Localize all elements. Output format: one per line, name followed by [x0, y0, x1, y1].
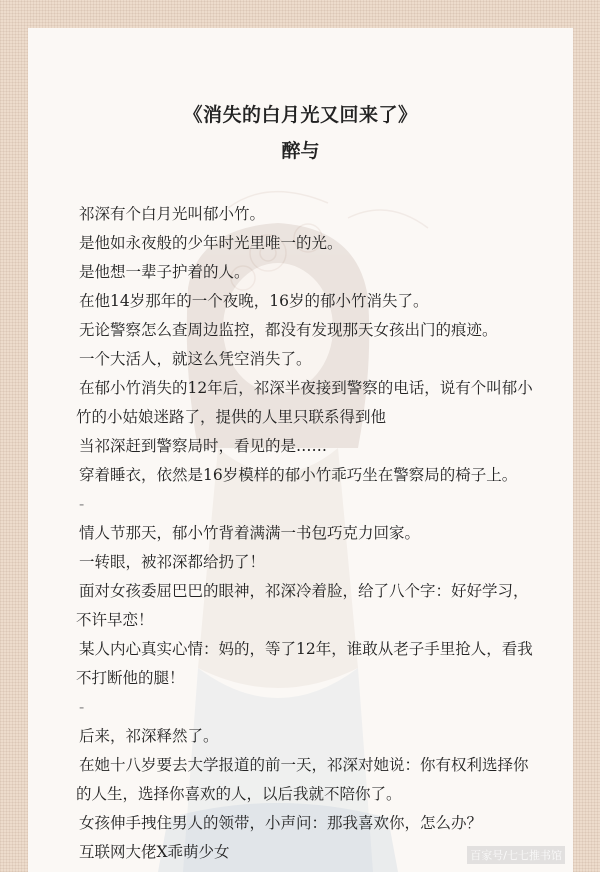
text-line: 穿着睡衣，依然是16岁模样的郁小竹乖巧坐在警察局的椅子上。: [79, 466, 518, 484]
text-line: 在她十八岁要去大学报道的前一天，祁深对她说：你有权利选择你: [79, 756, 529, 774]
text-line: 一个大活人，就这么凭空消失了。: [79, 350, 312, 368]
text-line: 不许早恋！: [76, 611, 154, 629]
text-line: 某人内心真实心情：妈的，等了12年，谁敢从老子手里抢人，看我: [79, 640, 533, 658]
section-divider: -: [79, 698, 85, 716]
text-line: 在郁小竹消失的12年后，祁深半夜接到警察的电话，说有个叫郁小: [79, 379, 533, 397]
text-line: 是他如永夜般的少年时光里唯一的光。: [79, 234, 343, 252]
text-line: 无论警察怎么查周边监控，都没有发现那天女孩出门的痕迹。: [79, 321, 498, 339]
text-line: 面对女孩委屈巴巴的眼神，祁深冷着脸，给了八个字：好好学习，: [79, 582, 529, 600]
text-line: 在他14岁那年的一个夜晚，16岁的郁小竹消失了。: [79, 292, 429, 310]
section-divider: -: [79, 495, 85, 513]
text-line: 女孩伸手拽住男人的领带，小声问：那我喜欢你，怎么办？: [79, 814, 483, 832]
text-line: 是他想一辈子护着的人。: [79, 263, 250, 281]
book-author: 醉与: [281, 140, 320, 162]
watermark: 百家号/七七推书馆: [467, 846, 565, 864]
text-line: 竹的小姑娘迷路了，提供的人里只联系得到他: [76, 408, 387, 426]
document-page: [28, 28, 573, 872]
text-line: 的人生，选择你喜欢的人，以后我就不陪你了。: [76, 785, 402, 803]
text-line: 不打断他的腿！: [76, 669, 185, 687]
text-line: 当祁深赶到警察局时，看见的是……: [79, 437, 328, 455]
text-line: 祁深有个白月光叫郁小竹。: [79, 205, 266, 223]
text-line: 一转眼，被祁深都给扔了！: [79, 553, 266, 571]
synopsis-text: [76, 200, 538, 867]
book-title: 《消失的白月光又回来了》: [183, 104, 418, 126]
text-line: 后来，祁深释然了。: [79, 727, 219, 745]
text-line: 互联网大佬X乖萌少女: [79, 843, 230, 861]
text-line: 情人节那天，郁小竹背着满满一书包巧克力回家。: [79, 524, 421, 542]
